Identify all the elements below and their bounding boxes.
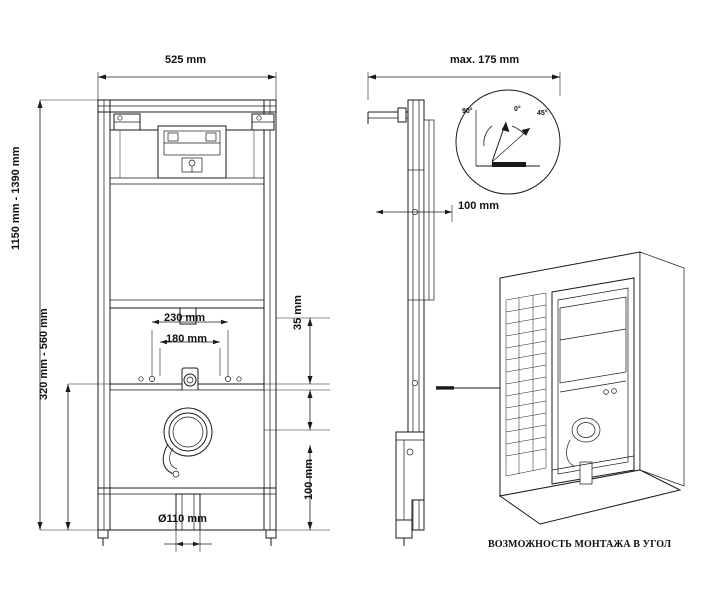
label-outlet-diameter: Ø110 mm xyxy=(158,513,207,525)
caption-corner-mount: ВОЗМОЖНОСТЬ МОНТАЖА В УГОЛ xyxy=(488,539,672,550)
label-angle-0: 0° xyxy=(514,106,521,113)
label-230: 230 mm xyxy=(164,312,205,324)
label-bowl-height-range: 320 mm - 560 mm xyxy=(38,308,50,400)
label-height-range: 1150 mm - 1390 mm xyxy=(10,146,22,250)
label-angle-45: 45° xyxy=(537,110,548,117)
label-100-front: 100 mm xyxy=(303,459,315,500)
label-top-width: 525 mm xyxy=(165,54,206,66)
label-100-side: 100 mm xyxy=(458,200,499,212)
label-35: 35 mm xyxy=(292,295,304,330)
label-depth-max: max. 175 mm xyxy=(450,54,520,66)
label-angle-90: 90° xyxy=(462,108,473,115)
label-180: 180 mm xyxy=(166,333,207,345)
